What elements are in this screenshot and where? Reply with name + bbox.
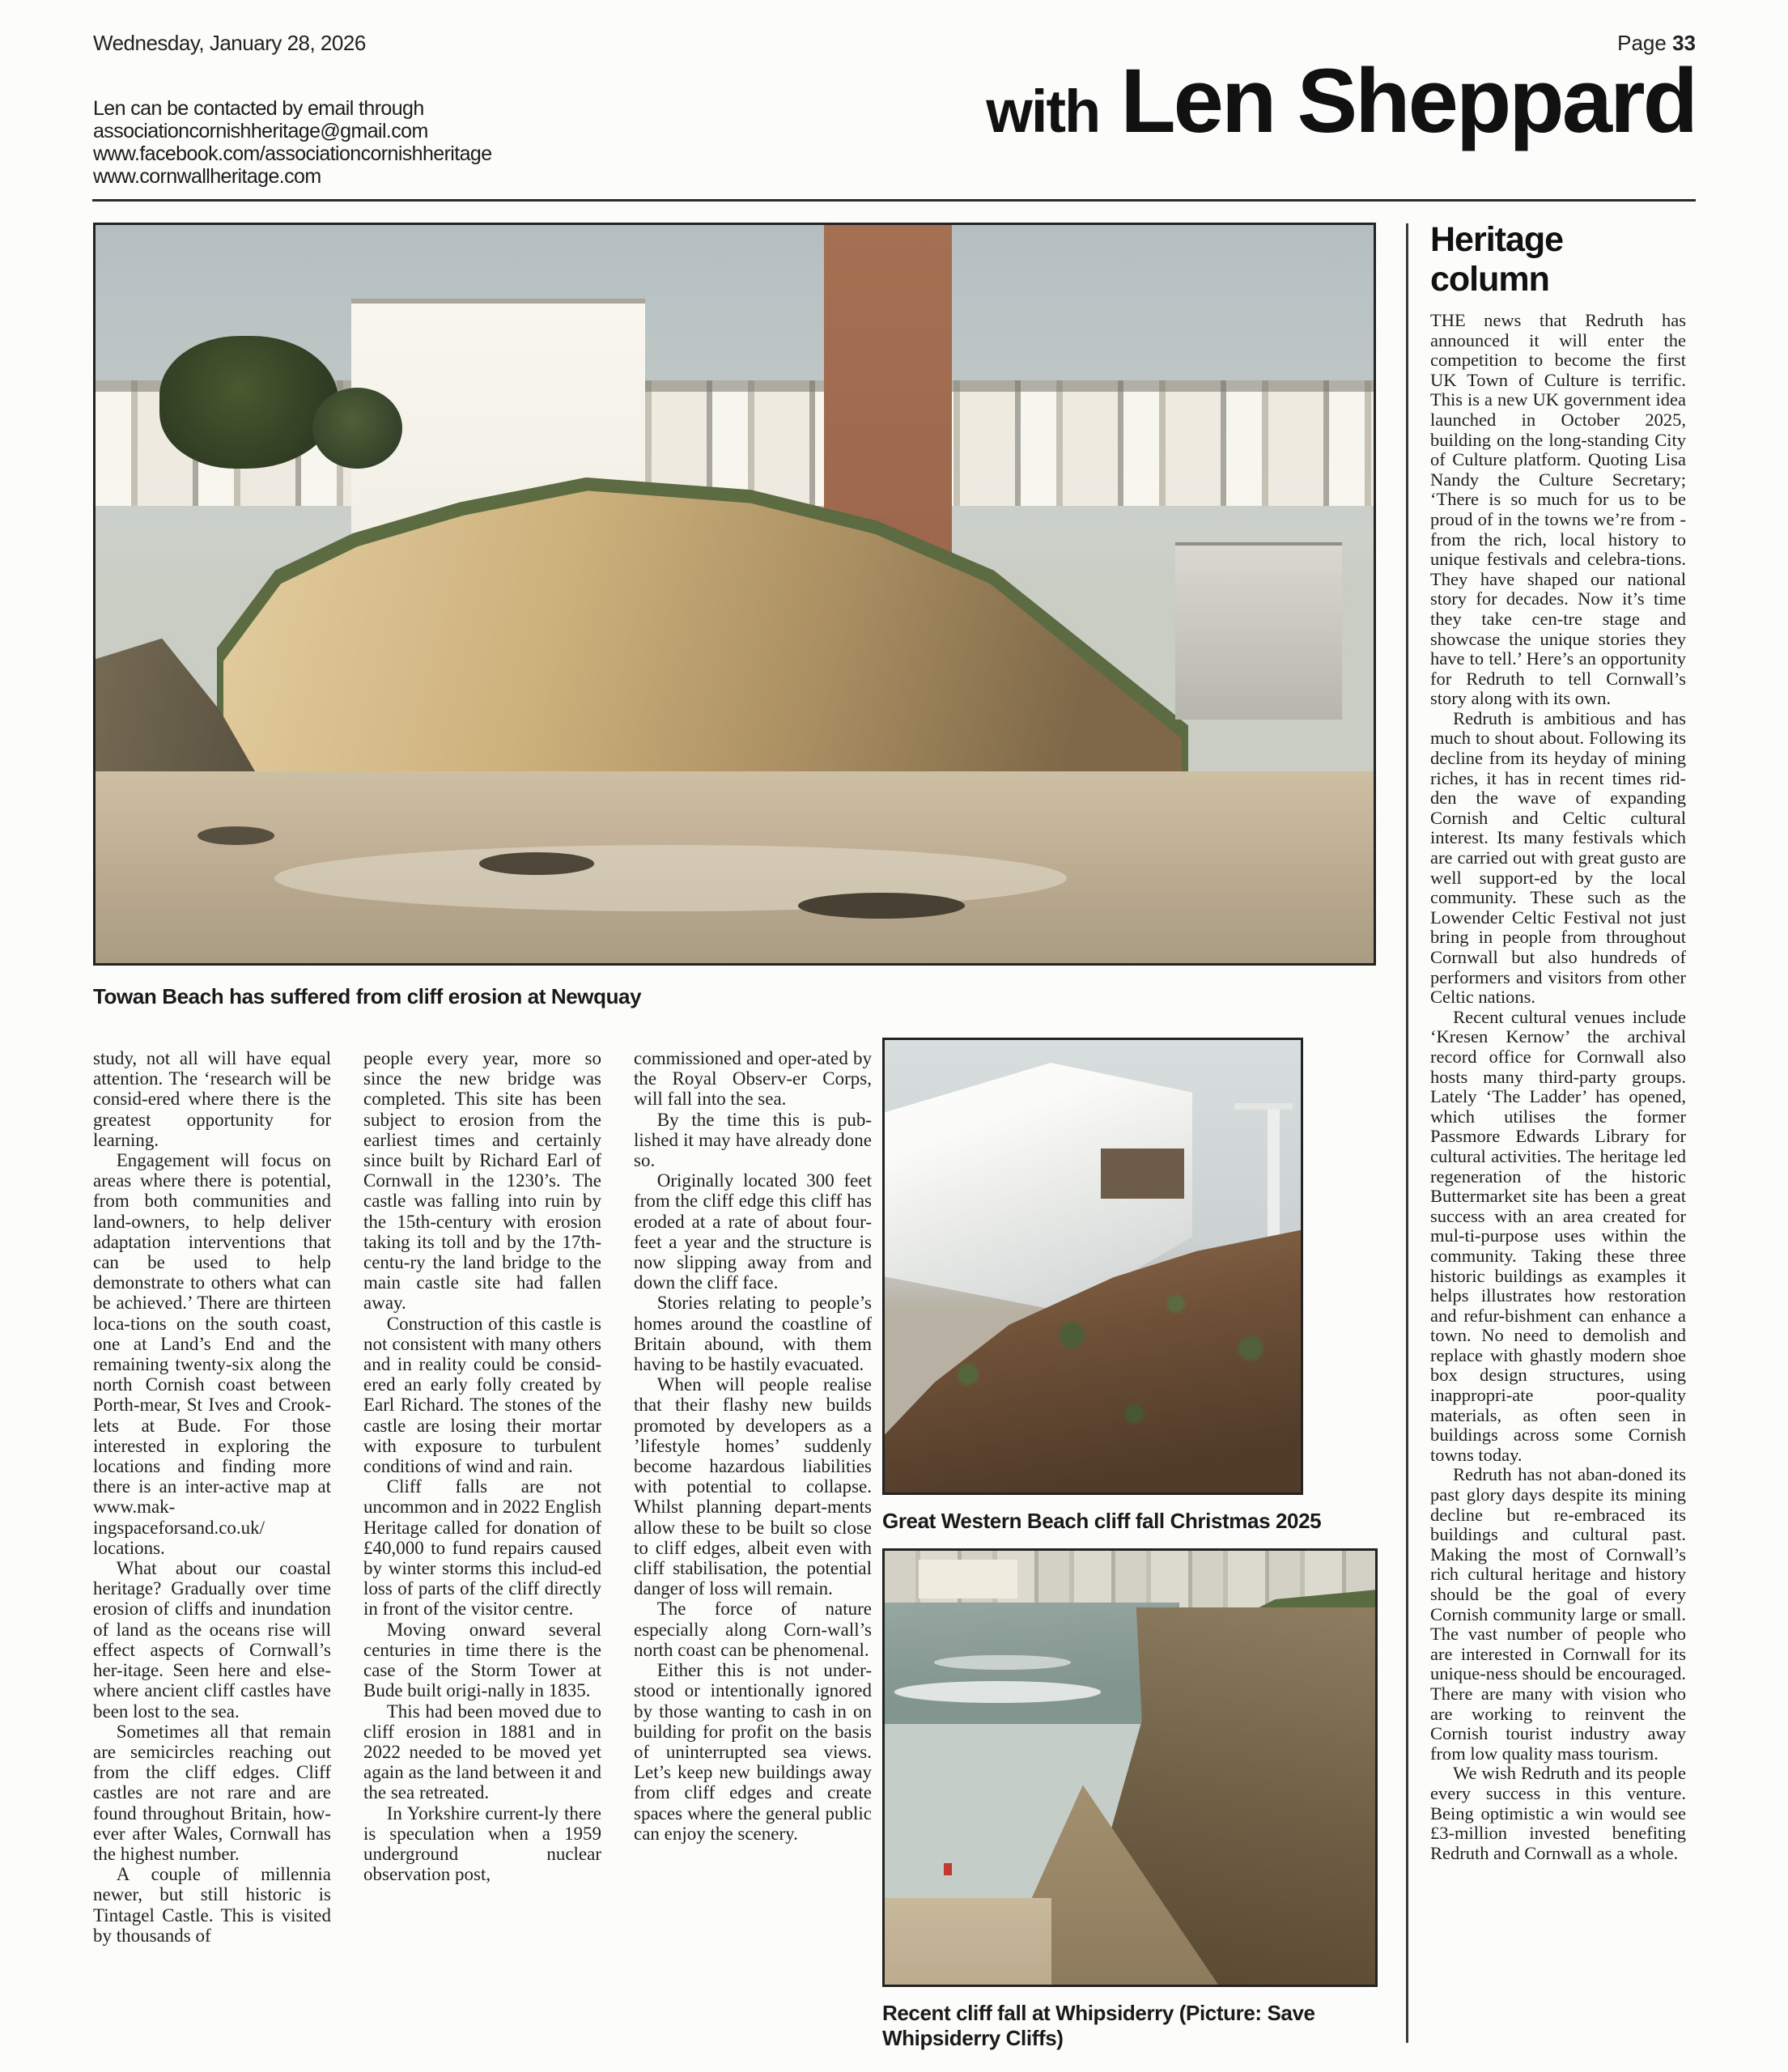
heritage-column-rule: [1406, 223, 1408, 2043]
seaweed-patch: [479, 852, 594, 874]
masthead-divider: [92, 199, 1696, 202]
dateline: Wednesday, January 28, 2026: [93, 31, 366, 55]
great-western-beach-photo: [882, 1038, 1303, 1495]
contact-line-website: www.cornwallheritage.com: [93, 165, 321, 188]
column-title-prefix: with: [986, 78, 1100, 145]
page-label: Page: [1617, 31, 1667, 55]
wave-foam: [894, 1681, 1101, 1703]
paragraph: When will people realise that their flashy new builds promoted by developers as a ’lifestyle homes’ suddenly become hazardous liabilities with potential to collapse. Whilst planning depart-ments allow these to be built so close to cliff edges, albeit even with cliff stabilisation, the potential danger of loss will remain.: [634, 1374, 872, 1599]
paragraph: commissioned and oper-ated by the Royal Observ-er Corps, will fall into the sea.: [634, 1048, 872, 1110]
distant-hotel: [919, 1560, 1017, 1599]
article-body: [93, 1048, 872, 2072]
heritage-column: [1430, 220, 1686, 2049]
crane-arm: [1234, 1103, 1293, 1110]
paragraph: Redruth is ambitious and has much to shout about. Following its decline from its heyday of mining riches, it has in recent times rid-den the wave of expanding Cornish and Celtic cultural interest. Its many festivals which are carried out with great gusto are well support-ed by the local community. These such as the Lowender Celtic Festival not just bring in people from throughout Cornwall but also hundreds of performers and visitors from other Celtic nations.: [1430, 707, 1686, 1008]
column-title: [986, 49, 1696, 153]
paragraph: Construction of this castle is not consistent with many others and in reality could be consid-ered an early folly created by Earl Richard. The stones of the castle are losing their mortar with exposure to turbulent conditions of wind and rain.: [363, 1313, 601, 1477]
paragraph: What about our coastal heritage? Gradually over time erosion of cliffs and inundation of land as the oceans rise will effect aspects of Cornwall’s her-itage. Seen here and else-where ancient cliff castles have been lost to the sea.: [93, 1558, 331, 1722]
paragraph: study, not all will have equal attention. The ‘research will be consid-ered where there is the greatest opportunity for learning.: [93, 1048, 331, 1150]
paragraph: Originally located 300 feet from the cliff edge this cliff has eroded at a rate of about four-feet a year and the structure is now slipping away from and down the cliff face.: [634, 1170, 872, 1293]
towan-beach-photo: [93, 223, 1376, 966]
contact-line: Len can be contacted by email through: [93, 97, 424, 120]
paragraph: This had been moved due to cliff erosion in 1881 and in 2022 needed to be moved yet again as the land between it and the sea retreated.: [363, 1700, 601, 1803]
paragraph: In Yorkshire current-ly there is speculation when a 1959 underground nuclear observation post,: [363, 1802, 601, 1885]
heritage-column-text: [1430, 311, 1686, 1863]
contact-line-email: associationcornishheritage@gmail.com: [93, 120, 428, 142]
paragraph: By the time this is pub-lished it may have already done so.: [634, 1109, 872, 1171]
cliff-vegetation: [885, 1230, 1301, 1492]
red-marker: [944, 1863, 952, 1875]
article-column-3: [634, 1048, 872, 2072]
seaweed-patch: [197, 826, 274, 845]
great-western-caption: Great Western Beach cliff fall Christmas 2025: [882, 1509, 1322, 1533]
whipsiderry-caption: Recent cliff fall at Whipsiderry (Picture: Save Whipsiderry Cliffs): [882, 2001, 1315, 2050]
paragraph: Moving onward several centuries in time there is the case of the Storm Tower at Bude built origi-nally in 1835.: [363, 1619, 601, 1701]
paragraph: Cliff falls are not uncommon and in 2022 English Heritage called for donation of £40,000 to fund repairs caused by winter storms this includ-ed loss of parts of the cliff directly in front of the visitor centre.: [363, 1476, 601, 1620]
beach-sand: [885, 1898, 1051, 1985]
paragraph: We wish Redruth and its people every success in this venture. Being optimistic a win would see £3-million invested benefiting Redruth and Cornwall as a whole.: [1430, 1763, 1686, 1863]
heritage-column-heading: Heritage column: [1430, 220, 1564, 299]
page-number-value: 33: [1672, 31, 1696, 55]
paragraph: Recent cultural venues include ‘Kresen Kernow’ the archival record office for Cornwall also hosts many third-party groups. Lately ‘The Ladder’ has opened, which utilises the former Passmore Edwards Library for cultural activities. The heritage led regeneration of the historic Buttermarket site has been a great success with an area created for mul-ti-purpose uses within the community. Taking these three historic buildings as examples it helps illustrates how restoration and refur-bishment can enhance a town. No need to demolish and replace with ghastly modern shoe box design structures, using inappropri-ate poor-quality materials, as often seen in buildings across some Cornish towns today.: [1430, 1006, 1686, 1465]
paragraph: THE news that Redruth has announced it will enter the competition to become the first UK Town of Culture is terrific. This is a new UK government idea launched in October 2025, building on the long-standing City of Culture platform. Quoting Lisa Nandy the Culture Secretary; ‘There is so much for us to be proud of in the towns we’re from - from the rich, local history to unique festivals and celebra-tions. They have shaped our national story for decades. Now it’s time they take cen-tre stage and showcase the unique stories they have to tell.’ Here’s an opportunity for Redruth to tell Cornwall’s story along with its own.: [1430, 310, 1686, 709]
article-column-2: [363, 1048, 601, 2072]
paragraph: Engagement will focus on areas where there is potential, from both communities and land-owners, to help deliver adaptation interventions that can be used to help demonstrate to others what can be achieved.’ There are thirteen loca-tions on the south coast, one at Land’s End and the remaining twenty-six along the north Cornish coast between Porth-mear, St Ives and Crook-lets at Bude. For those interested in exploring the locations and finding more there is an inter-active map at www.mak-ingspaceforsand.co.uk/ locations.: [93, 1150, 331, 1558]
paragraph: Redruth has not aban-doned its past glory days despite its mining decline but re-embraced its buildings and cultural past. Making the most of Cornwall’s rich cultural heritage and history should be the goal of every Cornish community large or small. The vast number of people who are interested in Cornwall for its unique-ness should be encouraged. There are many with vision who are working to reinvent the Cornish tourist industry away from low quality mass tourism.: [1430, 1464, 1686, 1764]
paragraph: The force of nature especially along Corn-wall’s north coast can be phenomenal.: [634, 1599, 872, 1660]
paragraph: people every year, more so since the new bridge was completed. This site has been subject to erosion from the earliest times and certainly since built by Richard Earl of Cornwall in the 1230’s. The castle was falling into ruin by the 15th-century with erosion taking its toll and by the 17th-centu-ry the land bridge to the main castle site had fallen away.: [363, 1048, 601, 1314]
paragraph: A couple of millennia newer, but still historic is Tintagel Castle. This is visited by thousands of: [93, 1864, 331, 1946]
whipsiderry-photo: [882, 1548, 1378, 1987]
contact-block: [93, 97, 492, 188]
sea-wall-structure: [1175, 542, 1341, 720]
column-title-name: Len Sheppard: [1120, 50, 1696, 151]
paragraph: Either this is not under-stood or intentionally ignored by those wanting to cash in on building for profit on the basis of uninterrupted sea views. Let’s keep new buildings away from cliff edges and create spaces where the general public can enjoy the scenery.: [634, 1660, 872, 1844]
trees-small: [312, 388, 402, 469]
seaweed-patch: [798, 893, 964, 919]
article-column-1: [93, 1048, 331, 2072]
main-photo-caption: Towan Beach has suffered from cliff erosion at Newquay: [93, 984, 642, 1008]
contact-line-facebook: www.facebook.com/associationcornishheritage: [93, 142, 492, 165]
building-window: [1101, 1149, 1184, 1198]
paragraph: Sometimes all that remain are semicircles reaching out from the cliff edges. Cliff castles are not rare and are found throughout Britain, how-ever after Wales, Cornwall has the highest number.: [93, 1721, 331, 1864]
paragraph: Stories relating to people’s homes around the coastline of Britain abound, with them having to be hastily evacuated.: [634, 1293, 872, 1375]
